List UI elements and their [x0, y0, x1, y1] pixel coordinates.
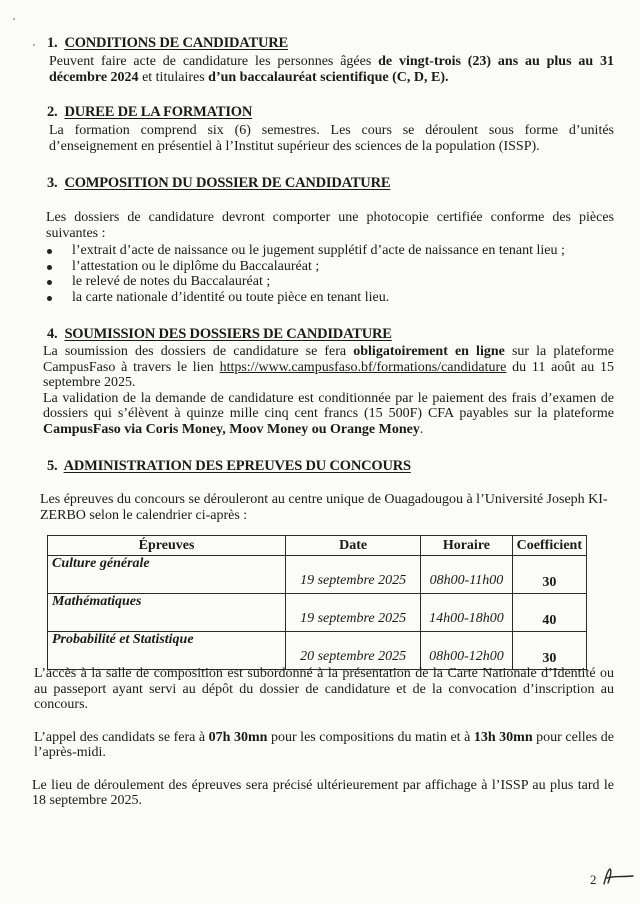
cell-horaire: 08h00-12h00 — [421, 632, 513, 670]
section-exam-administration — [32, 458, 614, 523]
duration-paragraph: La formation comprend six (6) semestres. Les cours se déroulent sous forme d’unités d’enseignement en présentiel à l’Institut supérieur des sciences de la population (ISSP). — [49, 123, 614, 154]
page-number: 2 — [590, 872, 597, 887]
section-dossier-composition — [32, 175, 614, 305]
section-heading: 1. CONDITIONS DE CANDIDATURE — [47, 35, 288, 51]
access-paragraph: L’accès à la salle de composition est subordonné à la présentation de la Carte Nationale d’Identité ou au passeport ayant servi au dépôt du dossier de candidature et de la convocation d’inscription au concours. — [34, 666, 614, 712]
payment-paragraph: La validation de la demande de candidature est conditionnée par le paiement des frais d’examen de dossiers qui s’élèvent à quinze mille cinq cent francs (15 500F) CFA payables sur la plateforme CampusFaso via Coris Money, Moov Money ou Orange Money. — [43, 390, 614, 437]
list-item: le relevé de notes du Baccalauréat ; — [72, 274, 614, 290]
section-title: CONDITIONS DE CANDIDATURE — [64, 35, 288, 51]
section-title: DUREE DE LA FORMATION — [64, 104, 253, 120]
header-coefficient: Coefficient — [512, 536, 586, 556]
list-item: l’attestation ou le diplôme du Baccalauréat ; — [72, 259, 614, 275]
header-horaire: Horaire — [421, 536, 513, 556]
call-paragraph: L’appel des candidats se fera à 07h 30mn pour les compositions du matin et à 13h 30mn pour celles de l’après-midi. — [34, 729, 615, 760]
cell-horaire: 14h00-18h00 — [421, 594, 513, 632]
section-title: ADMINISTRATION DES EPREUVES DU CONCOURS — [63, 458, 411, 474]
cell-coefficient: 40 — [512, 594, 586, 632]
scan-speck — [13, 18, 15, 20]
exam-schedule-table — [47, 535, 587, 670]
cell-date: 20 septembre 2025 — [286, 632, 421, 670]
table-row — [48, 556, 587, 594]
table-header-row — [48, 536, 587, 556]
exam-intro: Les épreuves du concours se dérouleront au centre unique de Ouagadougou à l’Université Joseph KI-ZERBO selon le calendrier ci-après : — [40, 492, 608, 523]
section-submission — [32, 326, 614, 437]
candidature-link[interactable]: https://www.campusfaso.bf/formations/candidature — [219, 359, 507, 375]
table-row — [48, 632, 587, 670]
section-heading: 2. DUREE DE LA FORMATION — [47, 104, 253, 120]
table-row — [48, 594, 587, 632]
page-footer — [590, 872, 597, 888]
cell-epreuve: Culture générale — [48, 556, 286, 594]
submission-paragraph: La soumission des dossiers de candidature se fera obligatoirement en ligne sur la plateforme CampusFaso à travers le lien https://www.campusfaso.bf/formations/candidature du 11 août au 15 septembre 2025. — [43, 344, 614, 390]
conditions-paragraph: Peuvent faire acte de candidature les personnes âgées de vingt-trois (23) ans au plus au 31 décembre 2024 et titulaires d’un baccalauréat scientifique (C, D, E). — [49, 54, 614, 85]
list-item: la carte nationale d’identité ou toute pièce en tenant lieu. — [72, 290, 614, 306]
location-paragraph: Le lieu de déroulement des épreuves sera précisé ultérieurement par affichage à l’ISSP au plus tard le 18 septembre 2025. — [32, 777, 614, 808]
exam-notes — [32, 666, 614, 809]
cell-date: 19 septembre 2025 — [286, 556, 421, 594]
cell-coefficient: 30 — [512, 556, 586, 594]
header-epreuves: Épreuves — [48, 536, 286, 556]
cell-coefficient: 30 — [512, 632, 586, 670]
section-heading: 4. SOUMISSION DES DOSSIERS DE CANDIDATURE — [47, 326, 392, 342]
cell-horaire: 08h00-11h00 — [421, 556, 513, 594]
section-title: COMPOSITION DU DOSSIER DE CANDIDATURE — [64, 175, 391, 191]
dossier-intro: Les dossiers de candidature devront comporter une photocopie certifiée conforme des pièces suivantes : — [46, 210, 614, 241]
initials-signature-icon — [600, 866, 636, 886]
section-duration — [32, 104, 614, 154]
list-item: l’extrait d’acte de naissance ou le jugement supplétif d’acte de naissance en tenant lieu ; — [72, 243, 614, 259]
section-conditions — [32, 35, 614, 85]
required-documents-list — [32, 243, 614, 305]
header-date: Date — [286, 536, 421, 556]
section-heading: 3. COMPOSITION DU DOSSIER DE CANDIDATURE — [47, 175, 391, 191]
cell-epreuve: Probabilité et Statistique — [48, 632, 286, 670]
cell-date: 19 septembre 2025 — [286, 594, 421, 632]
section-heading: 5. ADMINISTRATION DES EPREUVES DU CONCOURS — [47, 458, 411, 474]
cell-epreuve: Mathématiques — [48, 594, 286, 632]
section-title: SOUMISSION DES DOSSIERS DE CANDIDATURE — [64, 326, 392, 342]
